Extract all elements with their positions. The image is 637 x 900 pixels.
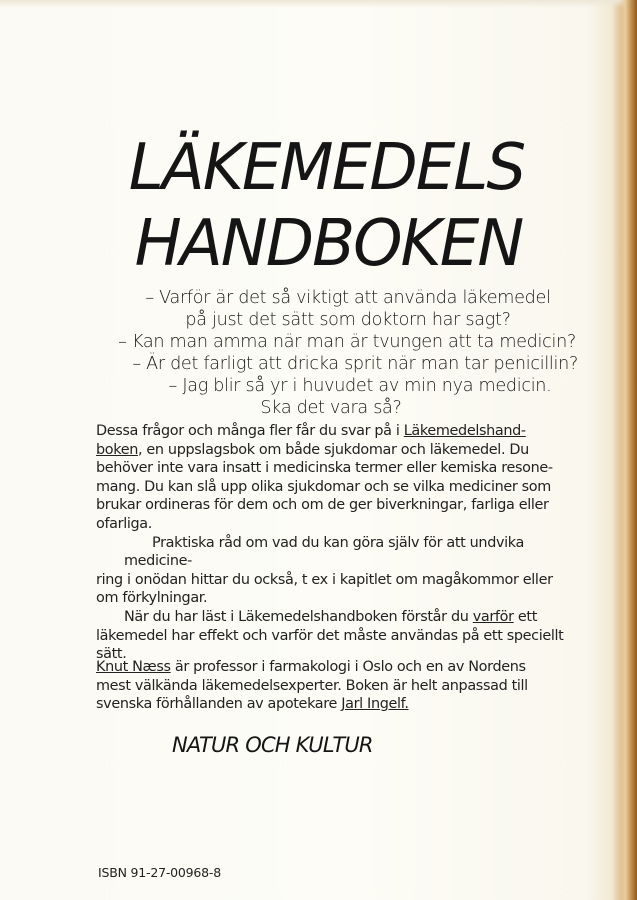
question-line: – Kan man amma när man är tvungen att ta medicin? [118, 332, 576, 352]
paragraph-intro [96, 422, 566, 534]
text-line: svenska förhållanden av apotekare Jarl Ingelf. [96, 696, 409, 713]
question-line: – Är det farligt att dricka sprit när man tar penicillin? [132, 354, 578, 374]
title-line-1: LÄKEMEDELS [128, 131, 525, 205]
question-line: – Jag blir så yr i huvudet av min nya medicin. [168, 376, 552, 396]
text-line: mang. Du kan slå upp olika sjukdomar och se vilka mediciner som [96, 478, 551, 495]
question-line: – Varför är det så viktigt att använda läkemedel [145, 288, 551, 308]
question-line: på just det sätt som doktorn har sagt? [185, 310, 511, 330]
isbn-number: ISBN 91-27-00968-8 [98, 865, 221, 880]
text-line: Praktiska råd om vad du kan göra själv för att undvika medicine- [124, 534, 524, 570]
book-title-ref: boken [96, 441, 138, 458]
question-line: Ska det vara så? [260, 398, 402, 418]
paragraph-why [96, 608, 566, 664]
text-line: brukar ordineras för dem och om de ger biverkningar, farliga eller [96, 497, 549, 514]
text-line: om förkylningar. [96, 590, 208, 607]
text-line: behöver inte vara insatt i medicinska termer eller kemiska resone- [96, 460, 553, 477]
text-line: Dessa frågor och många fler får du svar på i Läkemedelshand- [96, 423, 526, 439]
worn-top-edge [0, 0, 637, 8]
author-bio [96, 658, 566, 714]
question-list [78, 287, 578, 419]
author-name: Knut Næss [96, 659, 171, 675]
title-line-2: HANDBOKEN [134, 207, 523, 281]
text-line: När du har läst i Läkemedelshandboken förstår du varför ett [124, 608, 538, 625]
spine-edge [619, 0, 637, 900]
text-line: mest välkända läkemedelsexperter. Boken är helt anpassad till [96, 677, 528, 694]
publisher-name: NATUR OCH KULTUR [172, 733, 373, 757]
text-line: ring i onödan hittar du också, t ex i kapitlet om magåkommor eller [96, 571, 553, 588]
text-line: Knut Næss är professor i farmakologi i Oslo och en av Nordens [96, 659, 526, 675]
adapter-name: Jarl Ingelf. [341, 696, 409, 713]
emphasis-word: varför [472, 608, 514, 625]
text-line: sätt. [96, 646, 127, 663]
text-line: ofarliga. [96, 515, 152, 532]
book-title-ref: Läkemedelshand- [403, 423, 526, 439]
description-text [96, 422, 566, 664]
paragraph-advice [96, 534, 566, 608]
text-line: läkemedel har effekt och varför det måste användas på ett speciellt [96, 627, 564, 644]
text-line: boken, en uppslagsbok om både sjukdomar och läkemedel. Du [96, 441, 529, 458]
